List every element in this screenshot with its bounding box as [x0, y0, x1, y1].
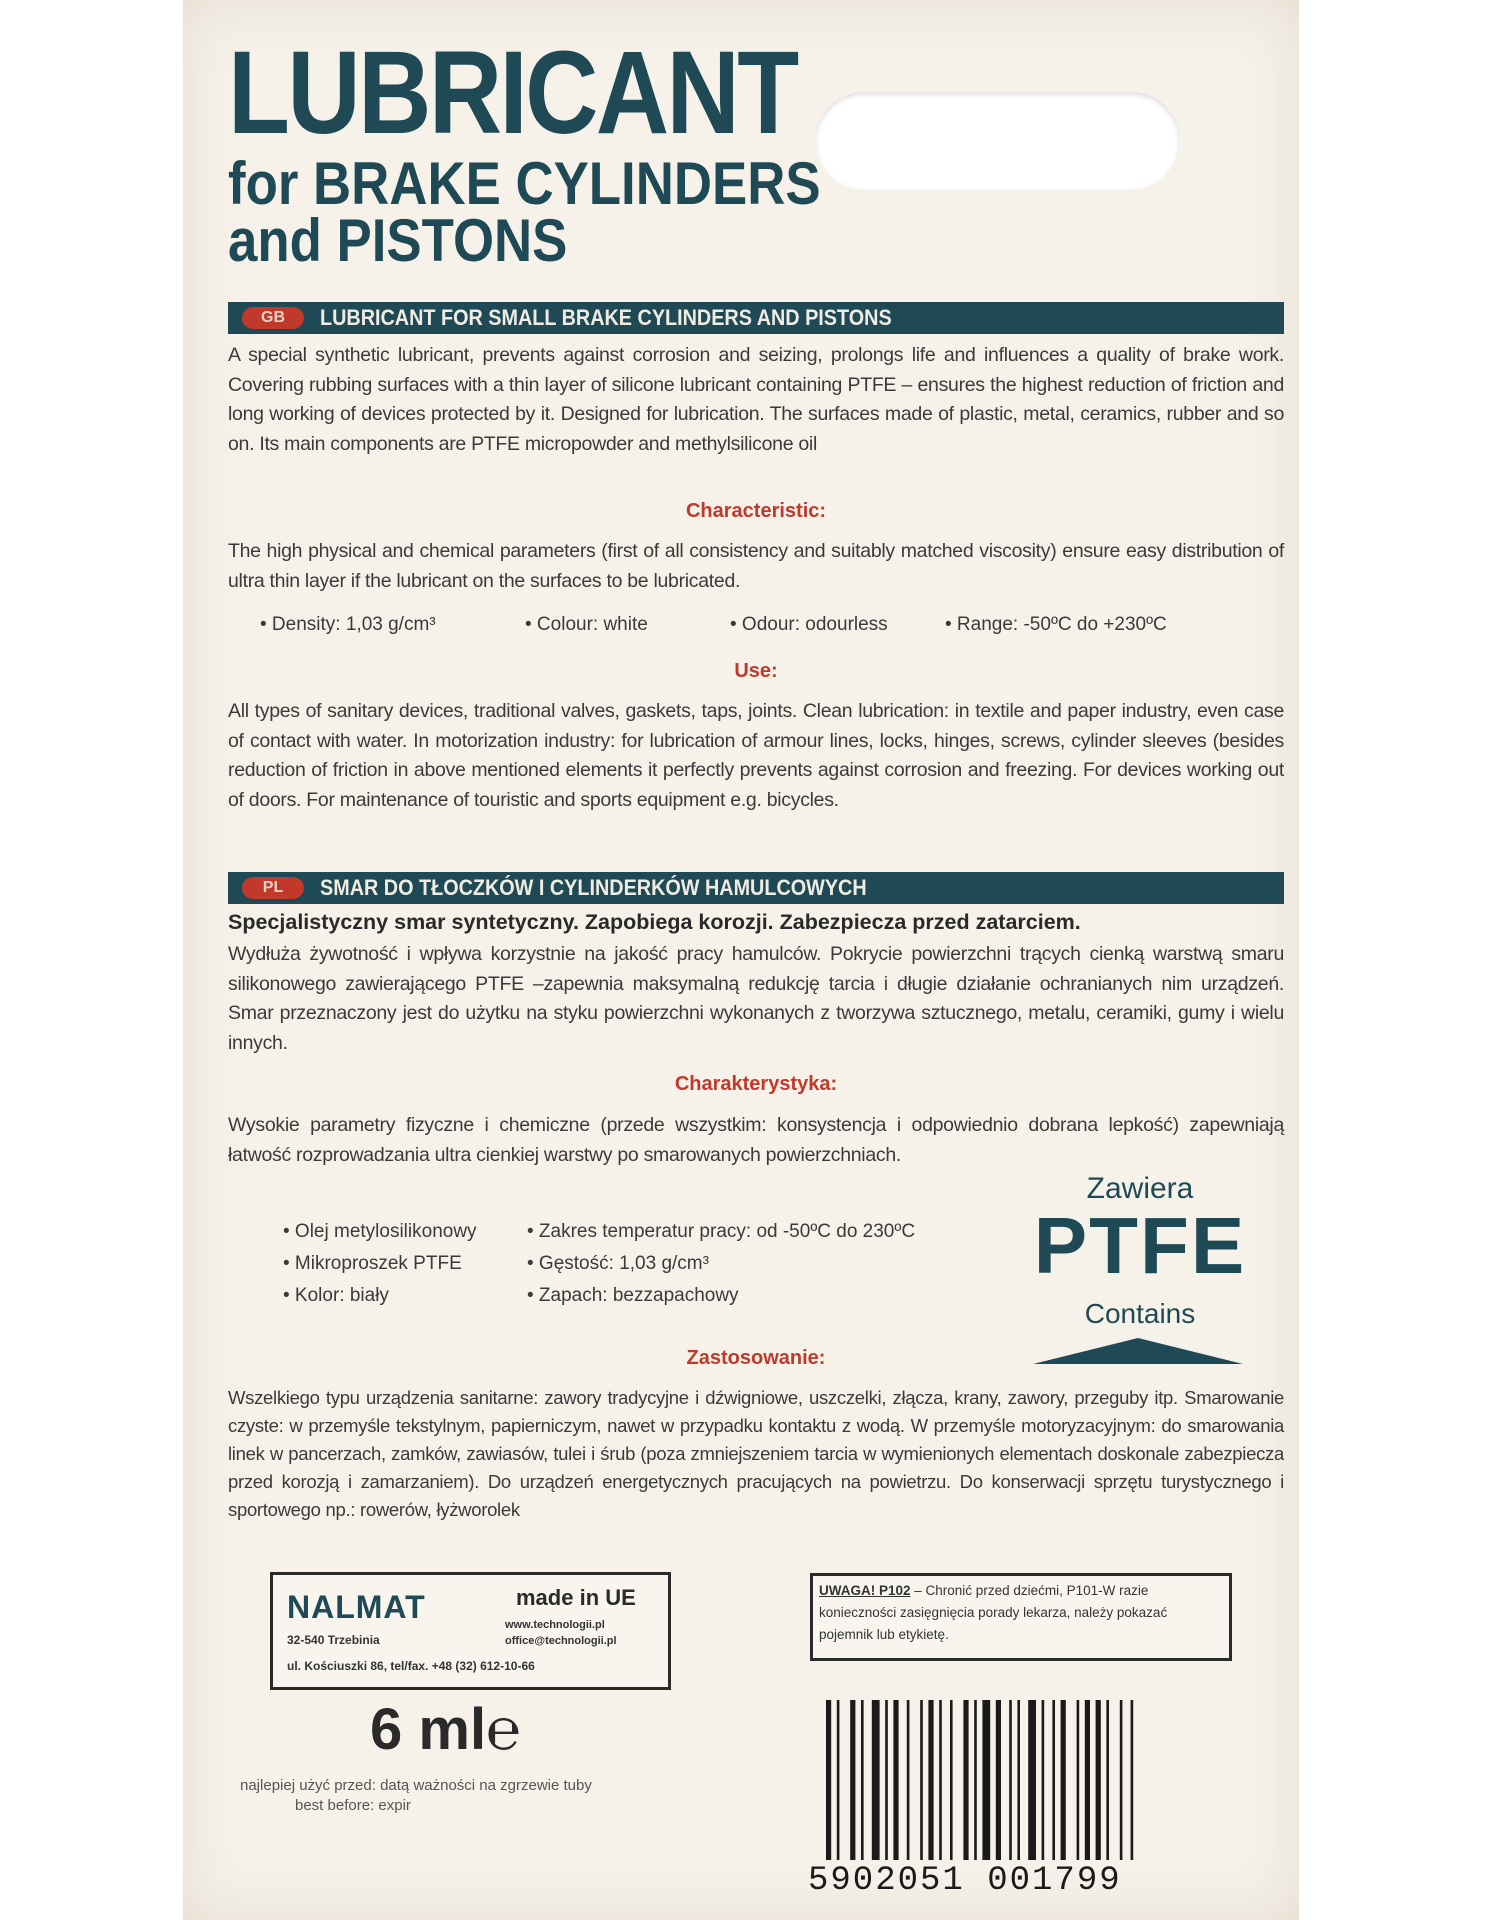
gb-section-bar [228, 302, 1284, 334]
gb-colour: • Colour: white [525, 614, 648, 635]
pl-specs-left [283, 1216, 477, 1312]
product-title: LUBRICANT [228, 27, 797, 159]
barcode-bar [850, 1700, 855, 1860]
manufacturer-box [270, 1572, 671, 1690]
ptfe-badge-main: PTFE [1033, 1201, 1247, 1290]
barcode-bar [1028, 1700, 1036, 1860]
gb-density: • Density: 1,03 g/cm³ [260, 614, 436, 635]
barcode-bar [872, 1700, 880, 1860]
barcode-bar [1017, 1700, 1020, 1860]
pl-spec-item: • Gęstość: 1,03 g/cm³ [527, 1253, 709, 1274]
barcode-bar [996, 1700, 1001, 1860]
pl-spec-item: • Kolor: biały [283, 1285, 389, 1306]
pl-intro-text: Wydłuża żywotność i wpływa korzystnie na jakość pracy hamulców. Pokrycie powierzchni trących cienką warstwą smaru silikonowego zawierającego PTFE –zapewnia maksymalną redukcję tarcia i długie działanie ochranianych nim urządzeń. Smar przeznaczony jest do użytku na styku powierzchni wykonanych z tworzywa sztucznego, metalu, ceramiki, gumy i wielu innych. [228, 943, 1284, 1054]
nalmat-logo: NALMAT [287, 1589, 426, 1625]
barcode-bar [928, 1700, 933, 1860]
ptfe-badge-top: Zawiera [1086, 1172, 1194, 1205]
subtitle-line-1: for BRAKE CYLINDERS [228, 150, 821, 217]
barcode-bar [1042, 1700, 1045, 1860]
gb-section-title: LUBRICANT FOR SMALL BRAKE CYLINDERS AND PISTONS [320, 305, 892, 330]
ptfe-badge-bottom: Contains [1084, 1298, 1196, 1329]
barcode-bar [939, 1700, 942, 1860]
gb-odour: • Odour: odourless [730, 614, 888, 635]
barcode-bar [837, 1700, 840, 1860]
manufacturer-city: 32-540 Trzebinia [287, 1633, 380, 1647]
gb-use-heading: Use: [734, 660, 778, 682]
barcode-bar [963, 1700, 968, 1860]
manufacturer-website: www.technologii.pl [505, 1619, 605, 1631]
gb-properties-row [260, 614, 1260, 644]
pl-use-text: Wszelkiego typu urządzenia sanitarne: zawory tradycyjne i dźwigniowe, uszczelki, złącza, krany, zawory, przeguby itp. Smarowanie czyste: w przemyśle tekstylnym, papierniczym, nawet w przypadku kontaktu z wodą. W przemyśle motoryzacyjnym: do smarowania linek w pancerzach, zamków, zawiasów, tulei i śrub (poza zmniejszeniem tarcia w wymienionych elementach doskonale zabezpiecza przed korozją i zamarzaniem). Do urządzeń energetycznych pracujących na powietrzu. Do konserwacji sprzętu turystycznego i sportowego np.: rowerów, łyżworolek [228, 1387, 1284, 1520]
gb-language-badge: GB [242, 307, 304, 329]
barcode-bar [885, 1700, 888, 1860]
barcode-bar [1061, 1700, 1066, 1860]
gb-use-text: All types of sanitary devices, traditional valves, gaskets, taps, joints. Clean lubrication: in textile and paper industry, even case of contact with water. In motorization industry: for lubrication of armour lines, locks, hinges, screws, cylinder sleeves (besides reduction of friction in above mentioned elements it perfectly prevents against corrosion and freezing. For devices working out of doors. For maintenance of touristic and sports equipment e.g. bicycles. [228, 700, 1284, 811]
pl-characteristic-heading: Charakterystyka: [674, 1073, 838, 1095]
warning-box [810, 1573, 1232, 1661]
gb-intro-text: A special synthetic lubricant, prevents against corrosion and seizing, prolongs life and influences a quality of brake work. Covering rubbing surfaces with a thin layer of silicone lubricant containing PTFE – ensures the highest reduction of friction and long working of devices protected by it. Designed for lubrication. The surfaces made of plastic, metal, ceramics, rubber and so on. Its main components are PTFE micropowder and methylsilicone oil [228, 344, 1284, 455]
barcode-bar [1120, 1700, 1123, 1860]
barcode-bar [1052, 1700, 1055, 1860]
pl-bold-intro: Specjalistyczny smar syntetyczny. Zapobiega korozji. Zabezpiecza przed zatarciem. [228, 910, 1081, 934]
manufacturer-email: office@technologii.pl [505, 1635, 617, 1647]
barcode-bar [1131, 1700, 1134, 1860]
pl-characteristic-text: Wysokie parametry fizyczne i chemiczne (przede wszystkim: konsystencja i odpowiednio dobrana lepkość) zapewniają łatwość rozprowadzania ultra cienkiej warstwy po smarowanych powierzchniach. [228, 1114, 1284, 1166]
barcode-bar [1106, 1700, 1109, 1860]
barcode-bar [982, 1700, 990, 1860]
barcode-bar [1096, 1700, 1101, 1860]
barcode-number: 5902051 001799 [808, 1862, 1122, 1900]
barcode-bar [920, 1700, 923, 1860]
pl-specs-right [527, 1216, 915, 1312]
pl-section-title: SMAR DO TŁOCZKÓW I CYLINDERKÓW HAMULCOWYCH [320, 875, 867, 900]
barcode-bar [950, 1700, 953, 1860]
pl-use-heading: Zastosowanie: [686, 1347, 826, 1369]
gb-range: • Range: -50ºC do +230ºC [945, 614, 1167, 635]
barcode-bar [974, 1700, 977, 1860]
subtitle-line-2: and PISTONS [228, 207, 568, 274]
barcode-bar [893, 1700, 898, 1860]
barcode-bar [861, 1700, 864, 1860]
pl-spec-item: • Zakres temperatur pracy: od -50ºC do 230ºC [527, 1221, 916, 1242]
barcode-bar [1085, 1700, 1090, 1860]
ptfe-badge [1025, 1172, 1255, 1370]
pl-spec-item: • Zapach: bezzapachowy [527, 1285, 739, 1306]
barcode-bar [907, 1700, 910, 1860]
barcode-bar [1077, 1700, 1080, 1860]
pl-language-badge: PL [242, 877, 304, 899]
barcode-bar [826, 1700, 831, 1860]
gb-characteristic-text: The high physical and chemical parameters (first of all consistency and suitably matched viscosity) ensure easy distribution of ultra thin layer if the lubricant on the surfaces to be lubricated. [228, 540, 1284, 592]
pl-section-bar [228, 872, 1284, 904]
pl-spec-item: • Olej metylosilikonowy [283, 1221, 477, 1242]
volume-label: 6 ml℮ [370, 1697, 521, 1762]
warning-text: – Chronić przed dziećmi, P101-W razie konieczności zasięgnięcia porady lekarza, należy pokazać pojemnik lub etykietę. [819, 1583, 1168, 1642]
hang-hole [815, 92, 1180, 190]
product-subtitle [228, 150, 821, 274]
manufacturer-street: ul. Kościuszki 86, tel/fax. +48 (32) 612-10-66 [287, 1659, 535, 1673]
gb-characteristic-heading: Characteristic: [685, 500, 827, 522]
made-in-label: made in UE [516, 1585, 636, 1610]
barcode [820, 1700, 1220, 1870]
best-before-pl: najlepiej użyć przed: datą ważności na zgrzewie tuby [240, 1777, 592, 1794]
barcode-bar [1009, 1700, 1012, 1860]
best-before-en: best before: expir [295, 1797, 411, 1814]
warning-label: UWAGA! P102 [819, 1583, 911, 1598]
pl-spec-item: • Mikroproszek PTFE [283, 1253, 462, 1274]
